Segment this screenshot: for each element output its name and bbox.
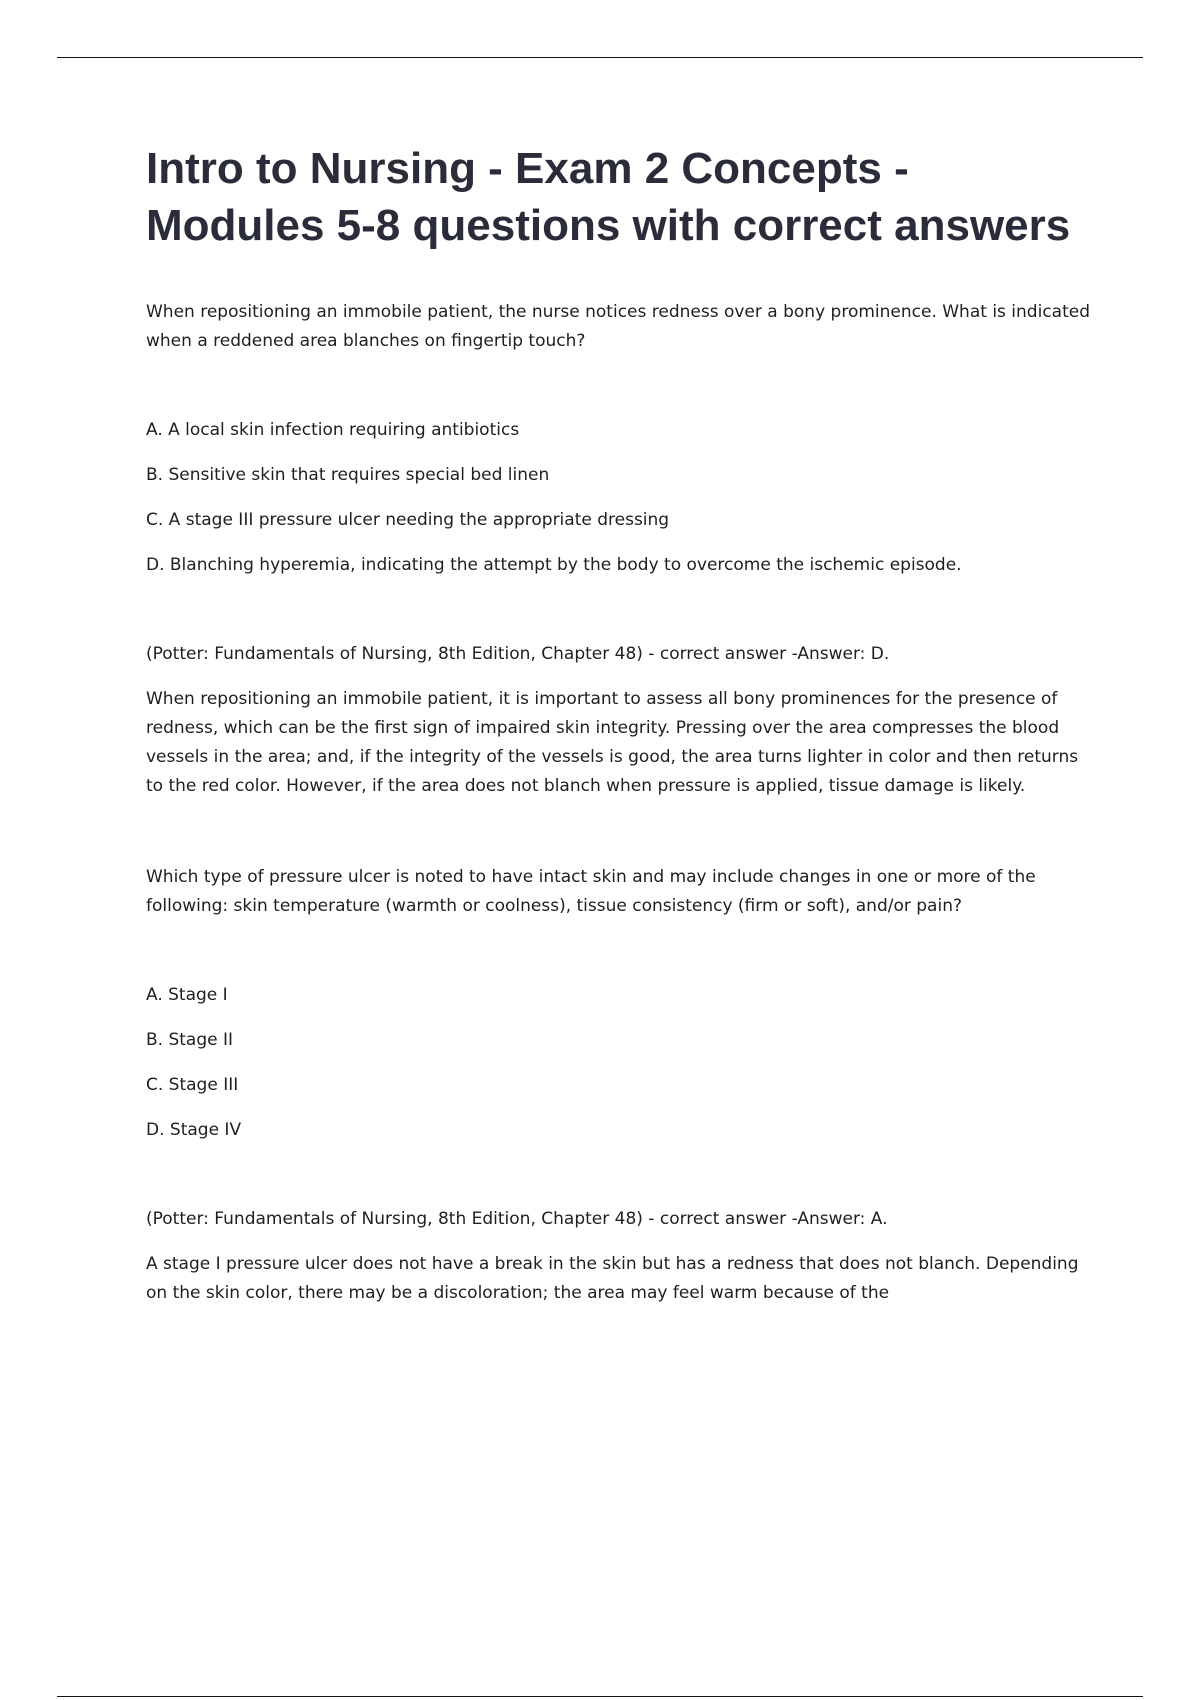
question-2-option-b: B. Stage II [146, 1030, 234, 1050]
document-body [146, 140, 1096, 1308]
question-1-option-a: A. A local skin infection requiring antibiotics [146, 420, 520, 440]
question-1-option-d: D. Blanching hyperemia, indicating the attempt by the body to overcome the ischemic episode. [146, 555, 962, 575]
question-2-answer: (Potter: Fundamentals of Nursing, 8th Edition, Chapter 48) - correct answer -Answer: A. [146, 1209, 888, 1229]
question-1-option-c: C. A stage III pressure ulcer needing the appropriate dressing [146, 510, 670, 530]
question-2-option-a: A. Stage I [146, 985, 228, 1005]
question-2-option-d: D. Stage IV [146, 1120, 242, 1140]
document-title: Intro to Nursing - Exam 2 Concepts - Modules 5-8 questions with correct answers [146, 144, 1071, 250]
question-1-options [146, 416, 1096, 580]
bottom-divider [57, 1696, 1143, 1697]
question-2-option-c: C. Stage III [146, 1075, 239, 1095]
question-1-answer: (Potter: Fundamentals of Nursing, 8th Edition, Chapter 48) - correct answer -Answer: D. [146, 644, 890, 664]
question-1-explanation: When repositioning an immobile patient, it is important to assess all bony prominences for the presence of redness, which can be the first sign of impaired skin integrity. Pressing over the area compresses the blood vessels in the area; and, if the integrity of the vessels is good, the area turns lighter in color and then returns to the red color. However, if the area does not blanch when pressure is applied, tissue damage is likely. [146, 689, 1079, 796]
question-1-option-b: B. Sensitive skin that requires special bed linen [146, 465, 550, 485]
question-2-explanation: A stage I pressure ulcer does not have a break in the skin but has a redness that does not blanch. Depending on the skin color, there may be a discoloration; the area may feel warm because of the [146, 1254, 1079, 1303]
top-divider [57, 57, 1143, 58]
question-1-text: When repositioning an immobile patient, the nurse notices redness over a bony prominence. What is indicated when a reddened area blanches on fingertip touch? [146, 302, 1090, 351]
question-2-text: Which type of pressure ulcer is noted to have intact skin and may include changes in one or more of the following: skin temperature (warmth or coolness), tissue consistency (firm or soft), and/or pain? [146, 867, 1036, 916]
question-2-options [146, 981, 1096, 1145]
